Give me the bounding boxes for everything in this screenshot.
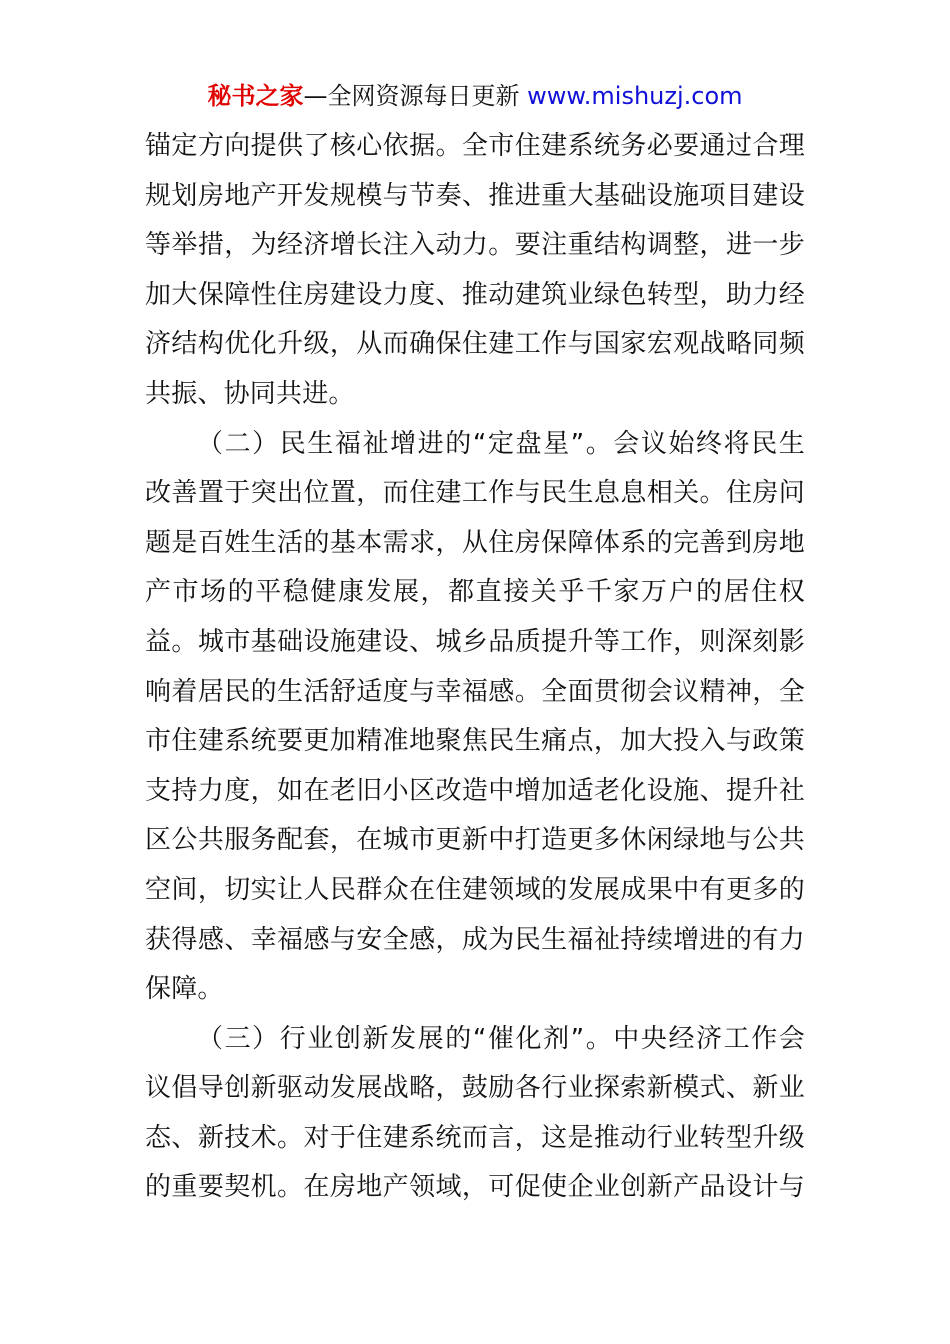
header-slogan: —全网资源每日更新	[303, 82, 528, 110]
text-line: 加大保障性住房建设力度、推动建筑业绿色转型，助力经	[145, 279, 805, 310]
text-line: 空间，切实让人民群众在住建领域的发展成果中有更多的	[145, 874, 805, 905]
text-line: 获得感、幸福感与安全感，成为民生福祉持续增进的有力	[145, 924, 805, 955]
text-line: 规划房地产开发规模与节奏、推进重大基础设施项目建设	[145, 180, 805, 211]
site-header	[0, 80, 950, 112]
brand-name: 秘书之家	[207, 82, 304, 110]
text-line: 议倡导创新驱动发展战略，鼓励各行业探索新模式、新业	[145, 1073, 805, 1104]
text-line: 支持力度，如在老旧小区改造中增加适老化设施、提升社	[145, 775, 805, 806]
text-line: 态、新技术。对于住建系统而言，这是推动行业转型升级	[145, 1122, 805, 1153]
text-line: 产市场的平稳健康发展，都直接关乎千家万户的居住权	[145, 577, 805, 608]
text-line: 锚定方向提供了核心依据。全市住建系统务必要通过合理	[145, 131, 805, 161]
text-line: 响着居民的生活舒适度与幸福感。全面贯彻会议精神，全	[145, 676, 805, 707]
text-line: 区公共服务配套，在城市更新中打造更多休闲绿地与公共	[145, 825, 805, 856]
text-line: 等举措，为经济增长注入动力。要注重结构调整，进一步	[145, 230, 805, 261]
section-heading-line: （三）行业创新发展的“催化剂”。中央经济工作会	[197, 1023, 805, 1054]
text-line: 题是百姓生活的基本需求，从住房保障体系的完善到房地	[145, 527, 805, 558]
text-line: 济结构优化升级，从而确保住建工作与国家宏观战略同频	[145, 329, 805, 360]
text-line: 的重要契机。在房地产领域，可促使企业创新产品设计与	[145, 1172, 805, 1203]
text-line: 市住建系统要更加精准地聚焦民生痛点，加大投入与政策	[145, 726, 805, 757]
paragraph-2	[145, 420, 805, 1015]
section-heading-line: （二）民生福祉增进的“定盘星”。会议始终将民生	[197, 428, 805, 459]
paragraph-1	[145, 122, 805, 420]
text-line: 共振、协同共进。	[145, 378, 355, 409]
text-line: 保障。	[145, 974, 224, 1005]
paragraph-3	[145, 1015, 805, 1213]
text-line: 改善置于突出位置，而住建工作与民生息息相关。住房问	[145, 478, 805, 509]
site-url-link[interactable]: www.mishuzj.com	[527, 82, 743, 110]
text-line: 益。城市基础设施建设、城乡品质提升等工作，则深刻影	[145, 626, 805, 657]
document-body	[145, 122, 805, 1213]
